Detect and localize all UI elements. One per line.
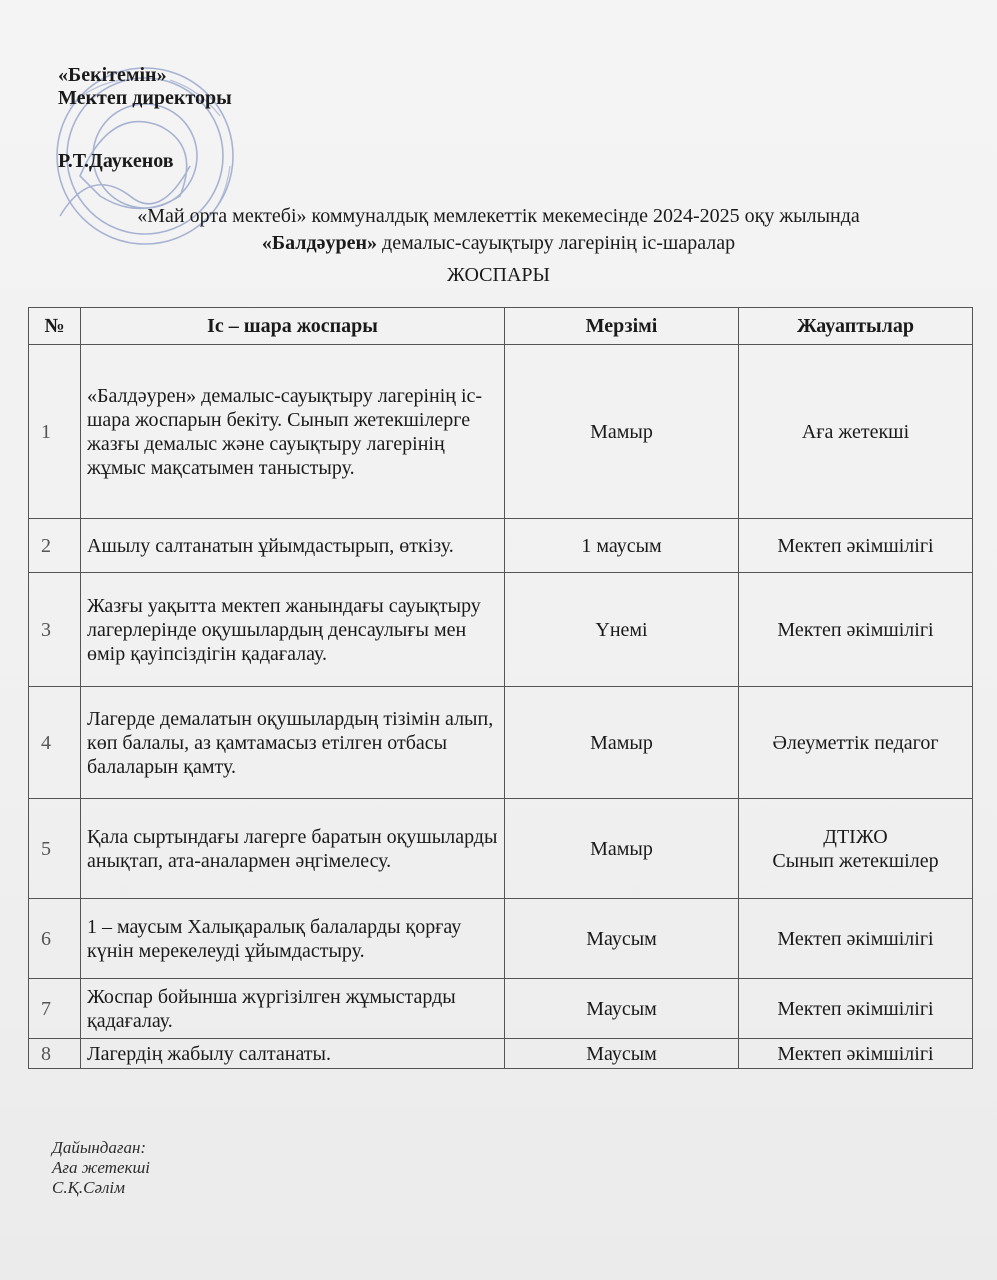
- row-date: Маусым: [505, 899, 739, 979]
- approval-director-name: Р.Т.Даукенов: [58, 150, 174, 172]
- row-date: Мамыр: [505, 687, 739, 799]
- row-responsible: [739, 799, 973, 899]
- approval-block: [58, 64, 232, 173]
- row-event: Лагердің жабылу салтанаты.: [81, 1039, 505, 1069]
- row-date: Мамыр: [505, 345, 739, 519]
- header-responsible: Жауаптылар: [739, 308, 973, 345]
- row-event: 1 – маусым Халықаралық балаларды қорғау күнін мерекелеуді ұйымдастыру.: [81, 899, 505, 979]
- row-responsible: Мектеп әкімшілігі: [739, 1039, 973, 1069]
- row-date: Мамыр: [505, 799, 739, 899]
- prepared-by-position: Аға жетекші: [52, 1158, 151, 1177]
- table-row: [29, 345, 973, 519]
- responsible-line2: Сынып жетекшілер: [772, 849, 939, 872]
- prepared-by-name: С.Қ.Сәлім: [52, 1178, 125, 1197]
- header-date: Мерзімі: [505, 308, 739, 345]
- row-date: 1 маусым: [505, 519, 739, 573]
- document-title-line2: [0, 230, 997, 256]
- header-number: №: [29, 308, 81, 345]
- row-responsible: Мектеп әкімшілігі: [739, 979, 973, 1039]
- row-event: Жоспар бойынша жүргізілген жұмыстарды қадағалау.: [81, 979, 505, 1039]
- prepared-by-block: [52, 1138, 150, 1198]
- row-event: Жазғы уақытта мектеп жанындағы сауықтыру лагерлерінде оқушылардың денсаулығы мен өмір қауіпсіздігін қадағалау.: [81, 573, 505, 687]
- table-row: [29, 687, 973, 799]
- row-responsible: Аға жетекші: [739, 345, 973, 519]
- row-number: 8: [29, 1039, 81, 1069]
- row-number: 4: [29, 687, 81, 799]
- header-event: Іс – шара жоспары: [81, 308, 505, 345]
- prepared-by-label: Дайындаған:: [52, 1138, 147, 1157]
- row-number: 7: [29, 979, 81, 1039]
- row-responsible: Мектеп әкімшілігі: [739, 899, 973, 979]
- row-event: Лагерде демалатын оқушылардың тізімін алып, көп балалы, аз қамтамасыз етілген отбасы балаларын қамту.: [81, 687, 505, 799]
- row-number: 3: [29, 573, 81, 687]
- row-date: Маусым: [505, 1039, 739, 1069]
- row-number: 2: [29, 519, 81, 573]
- row-responsible: Мектеп әкімшілігі: [739, 519, 973, 573]
- row-number: 5: [29, 799, 81, 899]
- row-responsible: Әлеуметтік педагог: [739, 687, 973, 799]
- table-row: [29, 799, 973, 899]
- table-header-row: [29, 308, 973, 345]
- approval-heading: «Бекітемін»: [58, 64, 167, 86]
- event-plan-table: [28, 307, 973, 1069]
- row-date: Маусым: [505, 979, 739, 1039]
- camp-name: «Балдәурен»: [261, 232, 378, 254]
- table-row: [29, 899, 973, 979]
- row-event: «Балдәурен» демалыс-сауықтыру лагерінің іс-шара жоспарын бекіту. Сынып жетекшілерге жазғы демалыс және сауықтыру лагерінің жұмыс мақсатымен таныстыру.: [81, 345, 505, 519]
- table-row: [29, 1039, 973, 1069]
- document-title-plan: ЖОСПАРЫ: [447, 264, 550, 286]
- row-responsible: Мектеп әкімшілігі: [739, 573, 973, 687]
- row-date: Үнемі: [505, 573, 739, 687]
- document-title-line1: «Май орта мектебі» коммуналдық мемлекеттік мекемесінде 2024-2025 оқу жылында: [137, 205, 860, 227]
- responsible-line1: ДТІЖО: [823, 825, 888, 848]
- row-number: 6: [29, 899, 81, 979]
- row-event: Қала сыртындағы лагерге баратын оқушыларды анықтап, ата-аналармен әңгімелесу.: [81, 799, 505, 899]
- table-row: [29, 573, 973, 687]
- row-event: Ашылу салтанатын ұйымдастырып, өткізу.: [81, 519, 505, 573]
- row-number: 1: [29, 345, 81, 519]
- title-line2-rest: демалыс-сауықтыру лагерінің іс-шаралар: [377, 232, 736, 254]
- approval-position: Мектеп директоры: [58, 87, 232, 109]
- table-row: [29, 979, 973, 1039]
- table-row: [29, 519, 973, 573]
